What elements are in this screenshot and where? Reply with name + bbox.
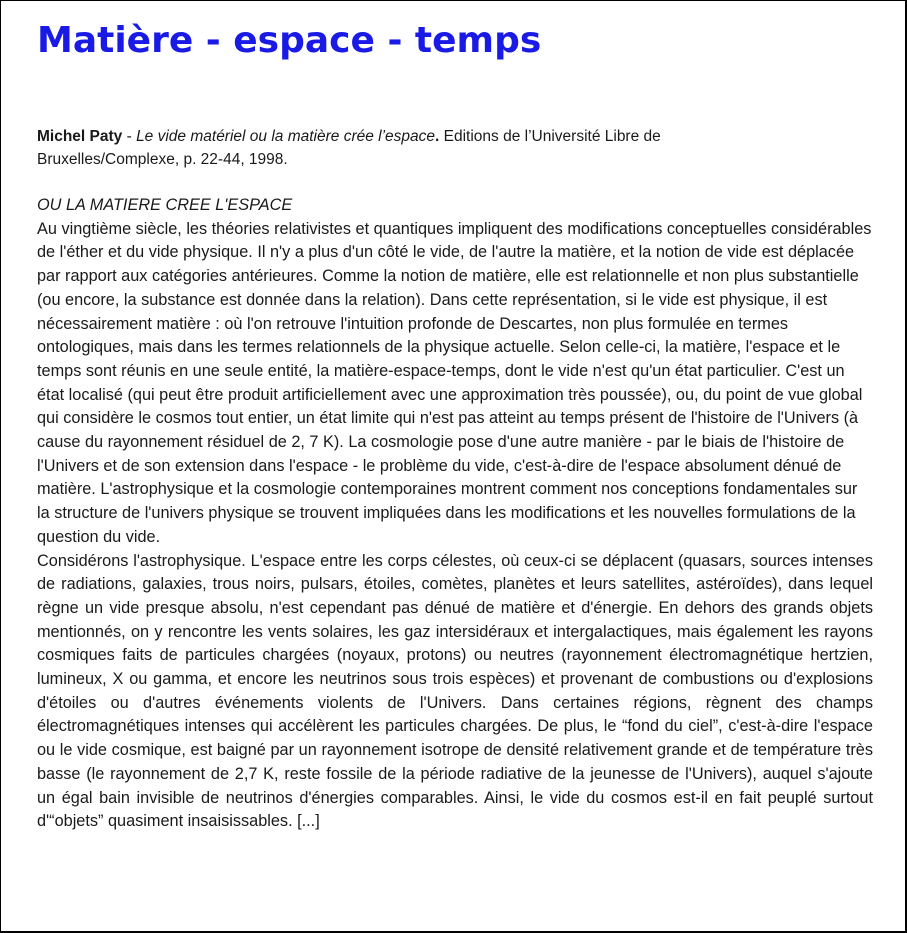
article-body [37,194,873,834]
paragraph-astrophysics: Considérons l'astrophysique. L'espace entre les corps célestes, où ceux-ci se déplacent (quasars, sources intenses de radiations, galaxies, trous noirs, pulsars, étoiles, comètes, planètes et leurs satellites, astéroïdes), dans lequel règne un vide presque absolu, n'est cependant pas dénué de matière et d'énergie. En dehors des grands objets mentionnés, on y rencontre les vents solaires, les gaz intersidéraux et intergalactiques, mais également les rayons cosmiques faits de particules chargées (noyaux, protons) ou neutres (rayonnement électromagnétique hertzien, lumineux, X ou gamma, et encore les neutrinos sous trois espèces) et provenant de combustions ou d'explosions d'étoiles ou d'autres événements violents de l'Univers. Dans certaines régions, règnent des champs électromagnétiques intenses qui accélèrent les particules chargées. De plus, le “fond du ciel”, c'est-à-dire l'espace ou le vide cosmique, est baigné par un rayonnement isotrope de densité relativement grande et de température très basse (le rayonnement de 2,7 K, reste fossile de la période radiative de la jeunesse de l'Univers), auquel s'ajoute un égal bain invisible de neutrinos d'énergies comparables. Ainsi, le vide du cosmos est-il en fait peuplé surtout d'“objets” quasiment insaisissables. [...] [37,551,873,831]
citation-author: Michel Paty [37,128,123,145]
citation [37,125,737,171]
paragraph-relativity: Au vingtième siècle, les théories relativistes et quantiques impliquent des modifications conceptuelles considérables de l'éther et du vide physique. Il n'y a plus d'un côté le vide, de l'autre la matière, et la notion de vide est déplacée par rapport aux catégories antérieures. Comme la notion de matière, elle est relationnelle et non plus substantielle (ou encore, la substance est donnée dans la relation). Dans cette représentation, si le vide est physique, il est nécessairement matière : où l'on retrouve l'intuition profonde de Descartes, non plus formulée en termes ontologiques, mais dans les termes relationnels de la physique actuelle. Selon celle-ci, la matière, l'espace et le temps sont réunis en une seule entité, la matière-espace-temps, dont le vide n'est qu'un état particulier. C'est un état localisé (qui peut être produit artificiellement avec une approximation très poussée), ou, du point de vue global qui considère le cosmos tout entier, un état limite qui n'est pas atteint au temps présent de l'histoire de l'Univers (à cause du rayonnement résiduel de 2, 7 K). La cosmologie pose d'une autre manière - par le biais de l'histoire de l'Univers et de son extension dans l'espace - le problème du vide, c'est-à-dire de l'espace absolument dénué de matière. L'astrophysique et la cosmologie contemporaines montrent comment nos conceptions fondamentales sur la structure de l'univers physique se trouvent impliquées dans les modifications et les nouvelles formulations de la question du vide. [37,219,872,546]
citation-separator: - [122,128,137,145]
citation-publication: Editions de l’Université Libre de Bruxelles/Complexe, p. 22-44, 1998. [37,128,661,168]
page-title: Matière - espace - temps [37,20,542,61]
citation-work-title: Le vide matériel ou la matière crée l’espace [136,128,436,145]
section-heading: OU LA MATIERE CREE L'ESPACE [37,196,293,214]
citation-dot: . [435,128,440,145]
